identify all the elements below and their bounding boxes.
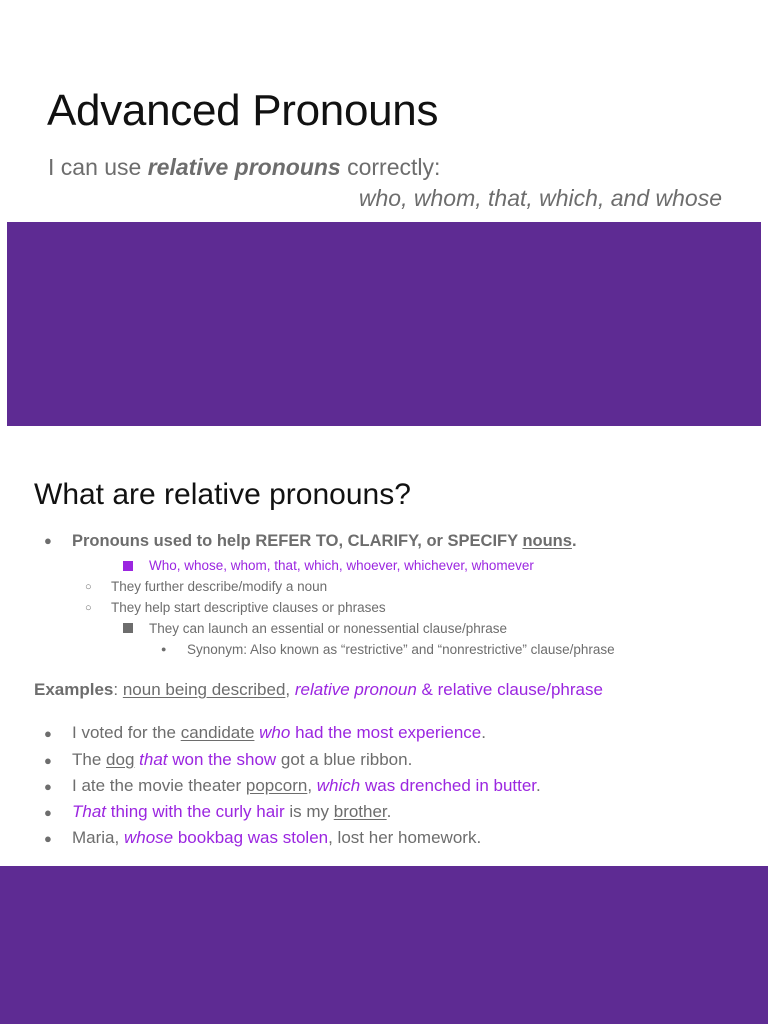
- examples-legend: [34, 680, 603, 700]
- example-end: .: [386, 802, 392, 821]
- example-text: The: [72, 750, 107, 769]
- slide-2: [0, 432, 768, 866]
- example-text: is my: [284, 802, 334, 821]
- example-pronoun: who: [259, 723, 291, 742]
- pronoun-list-item: Who, whose, whom, that, which, whoever, whichever, whomever: [149, 558, 534, 573]
- example-clause: bookbag was stolen: [173, 828, 329, 847]
- example-item: [72, 828, 481, 848]
- square-bullet-icon: [123, 561, 133, 571]
- example-pronoun: which: [316, 776, 361, 795]
- example-pronoun: whose: [123, 828, 174, 847]
- subtitle-suffix: correctly:: [340, 154, 441, 180]
- circle-bullet-icon: ○: [85, 581, 92, 593]
- example-clause: won the show: [167, 750, 277, 769]
- example-text: Maria,: [72, 828, 124, 847]
- purple-band-2: [0, 866, 768, 1024]
- definition-nouns: nouns: [522, 532, 572, 550]
- legend-noun: noun being described: [122, 680, 286, 699]
- bullet-dot-icon: ●: [161, 644, 167, 654]
- bullet-dot-icon: ●: [44, 831, 52, 846]
- slide-1-pronoun-list: who, whom, that, which, and whose: [358, 185, 722, 211]
- example-item: [72, 776, 541, 796]
- legend-comma: ,: [285, 680, 295, 699]
- example-noun: popcorn: [245, 776, 308, 795]
- bullet-dot-icon: ●: [44, 805, 52, 820]
- synonym-item: Synonym: Also known as “restrictive” and “nonrestrictive” clause/phrase: [187, 642, 615, 657]
- example-pronoun: that: [139, 750, 168, 769]
- circle-item-2: They help start descriptive clauses or phrases: [111, 600, 386, 615]
- example-clause: was drenched in butter: [360, 776, 537, 795]
- subtitle-emphasis: relative pronouns: [147, 154, 341, 180]
- example-text: I ate the movie theater: [72, 776, 246, 795]
- example-item: [72, 723, 486, 743]
- example-clause: thing with the curly hair: [106, 802, 285, 821]
- example-space: ,: [307, 776, 317, 795]
- definition-period: .: [571, 532, 577, 550]
- example-item: [72, 802, 391, 822]
- square-bullet-icon: [123, 623, 133, 633]
- example-end: .: [536, 776, 541, 795]
- example-noun: dog: [106, 750, 135, 769]
- slide-1-title: Advanced Pronouns: [47, 86, 439, 135]
- example-noun: candidate: [180, 723, 255, 742]
- examples-colon: :: [113, 680, 123, 699]
- example-text: I voted for the: [72, 723, 181, 742]
- example-pronoun: That: [72, 802, 107, 821]
- example-clause: had the most experience: [290, 723, 482, 742]
- example-end: .: [481, 723, 486, 742]
- bullet-dot-icon: ●: [44, 753, 52, 768]
- slide-1-subtitle: [48, 154, 440, 181]
- circle-bullet-icon: ○: [85, 602, 92, 614]
- subtitle-prefix: I can use: [48, 154, 148, 180]
- circle-item-1: They further describe/modify a noun: [111, 579, 328, 594]
- bullet-dot-icon: ●: [44, 779, 52, 794]
- square-item: They can launch an essential or nonessential clause/phrase: [149, 621, 507, 636]
- example-noun: brother: [333, 802, 387, 821]
- slide-1: [0, 0, 768, 432]
- definition-bullet: [72, 532, 577, 551]
- legend-pronoun: relative pronoun: [294, 680, 417, 699]
- examples-label: Examples: [34, 680, 114, 699]
- definition-text: Pronouns used to help REFER TO, CLARIFY, or SPECIFY: [72, 532, 523, 550]
- example-end: , lost her homework.: [328, 828, 482, 847]
- purple-band-1: [7, 222, 761, 426]
- bullet-dot-icon: ●: [44, 726, 52, 741]
- bullet-dot-icon: ●: [44, 533, 52, 548]
- example-end: got a blue ribbon.: [276, 750, 413, 769]
- slide-2-title: What are relative pronouns?: [34, 478, 411, 511]
- legend-clause: & relative clause/phrase: [416, 680, 603, 699]
- example-item: [72, 750, 412, 770]
